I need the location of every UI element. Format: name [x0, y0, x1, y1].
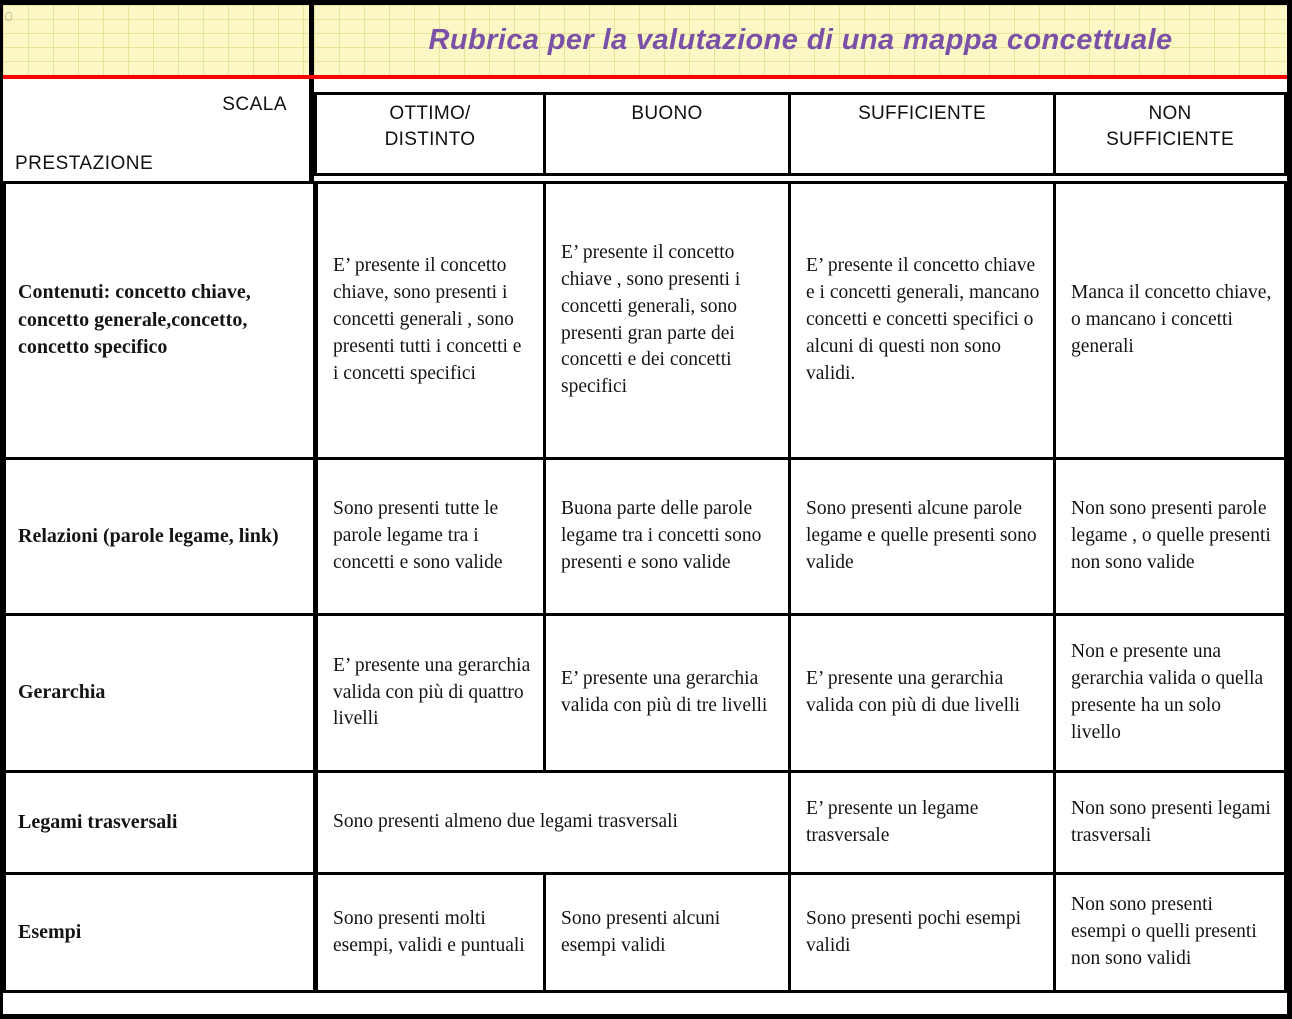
cell-gerarchia-non-sufficiente: Non e presente una gerarchia valida o quella presente ha un solo livello	[1055, 615, 1286, 772]
page-title: Rubrica per la valutazione di una mappa concettuale	[428, 23, 1173, 56]
cell-relazioni-non-sufficiente: Non sono presenti parole legame , o quelle presenti non sono valide	[1055, 459, 1286, 615]
cell-esempi-ottimo: Sono presenti molti esempi, validi e puntuali	[316, 874, 545, 992]
cell-gerarchia-ottimo: E’ presente una gerarchia valida con più di quattro livelli	[316, 615, 545, 772]
row-label-esempi: Esempi	[5, 874, 316, 992]
scan-artifact	[5, 12, 12, 21]
cell-contenuti-ottimo: E’ presente il concetto chiave, sono presenti i concetti generali , sono presenti tutti i concetti e i concetti specifici	[316, 183, 545, 459]
cell-esempi-buono: Sono presenti alcuni esempi validi	[545, 874, 790, 992]
level-header-sufficiente: SUFFICIENTE	[790, 94, 1055, 175]
scale-header-strip	[3, 79, 1287, 181]
cell-relazioni-sufficiente: Sono presenti alcune parole legame e quelle presenti sono valide	[790, 459, 1055, 615]
banner-left-cell	[3, 5, 314, 75]
performance-axis-label: PRESTAZIONE	[15, 153, 154, 174]
table-row-relazioni	[5, 459, 1286, 615]
axis-corner-cell	[3, 79, 314, 181]
cell-legami-sufficiente: E’ presente un legame trasversale	[790, 772, 1055, 874]
cell-relazioni-buono: Buona parte delle parole legame tra i concetti sono presenti e sono valide	[545, 459, 790, 615]
row-label-relazioni: Relazioni (parole legame, link)	[5, 459, 316, 615]
table-row-legami	[5, 772, 1286, 874]
scale-axis-label: SCALA	[222, 94, 287, 115]
table-row-gerarchia	[5, 615, 1286, 772]
level-header-ottimo-distinto: OTTIMO/ DISTINTO	[316, 94, 545, 175]
cell-contenuti-buono: E’ presente il concetto chiave , sono presenti i concetti generali, sono presenti gran parte dei concetti e dei concetti specifici	[545, 183, 790, 459]
cell-legami-ottimo-buono-merged: Sono presenti almeno due legami trasversali	[316, 772, 790, 874]
levels-header-row	[314, 79, 1287, 181]
banner	[3, 5, 1287, 75]
cell-contenuti-non-sufficiente: Manca il concetto chiave, o mancano i concetti generali	[1055, 183, 1286, 459]
table-row-esempi	[5, 874, 1286, 992]
row-label-contenuti: Contenuti: concetto chiave, concetto generale,concetto, concetto specifico	[5, 183, 316, 459]
row-label-gerarchia: Gerarchia	[5, 615, 316, 772]
cell-legami-non-sufficiente: Non sono presenti legami trasversali	[1055, 772, 1286, 874]
cell-gerarchia-sufficiente: E’ presente una gerarchia valida con più di due livelli	[790, 615, 1055, 772]
level-header-non-sufficiente: NON SUFFICIENTE	[1055, 94, 1286, 175]
cell-relazioni-ottimo: Sono presenti tutte le parole legame tra i concetti e sono valide	[316, 459, 545, 615]
rubric-table	[3, 181, 1287, 993]
cell-contenuti-sufficiente: E’ presente il concetto chiave e i concetti generali, mancano concetti e concetti specifici o alcuni di questi non sono validi.	[790, 183, 1055, 459]
row-label-legami: Legami trasversali	[5, 772, 316, 874]
cell-esempi-sufficiente: Sono presenti pochi esempi validi	[790, 874, 1055, 992]
cell-gerarchia-buono: E’ presente una gerarchia valida con più di tre livelli	[545, 615, 790, 772]
table-row-contenuti	[5, 183, 1286, 459]
level-header-buono: BUONO	[545, 94, 790, 175]
cell-esempi-non-sufficiente: Non sono presenti esempi o quelli presenti non sono validi	[1055, 874, 1286, 992]
banner-title-cell	[314, 5, 1287, 75]
